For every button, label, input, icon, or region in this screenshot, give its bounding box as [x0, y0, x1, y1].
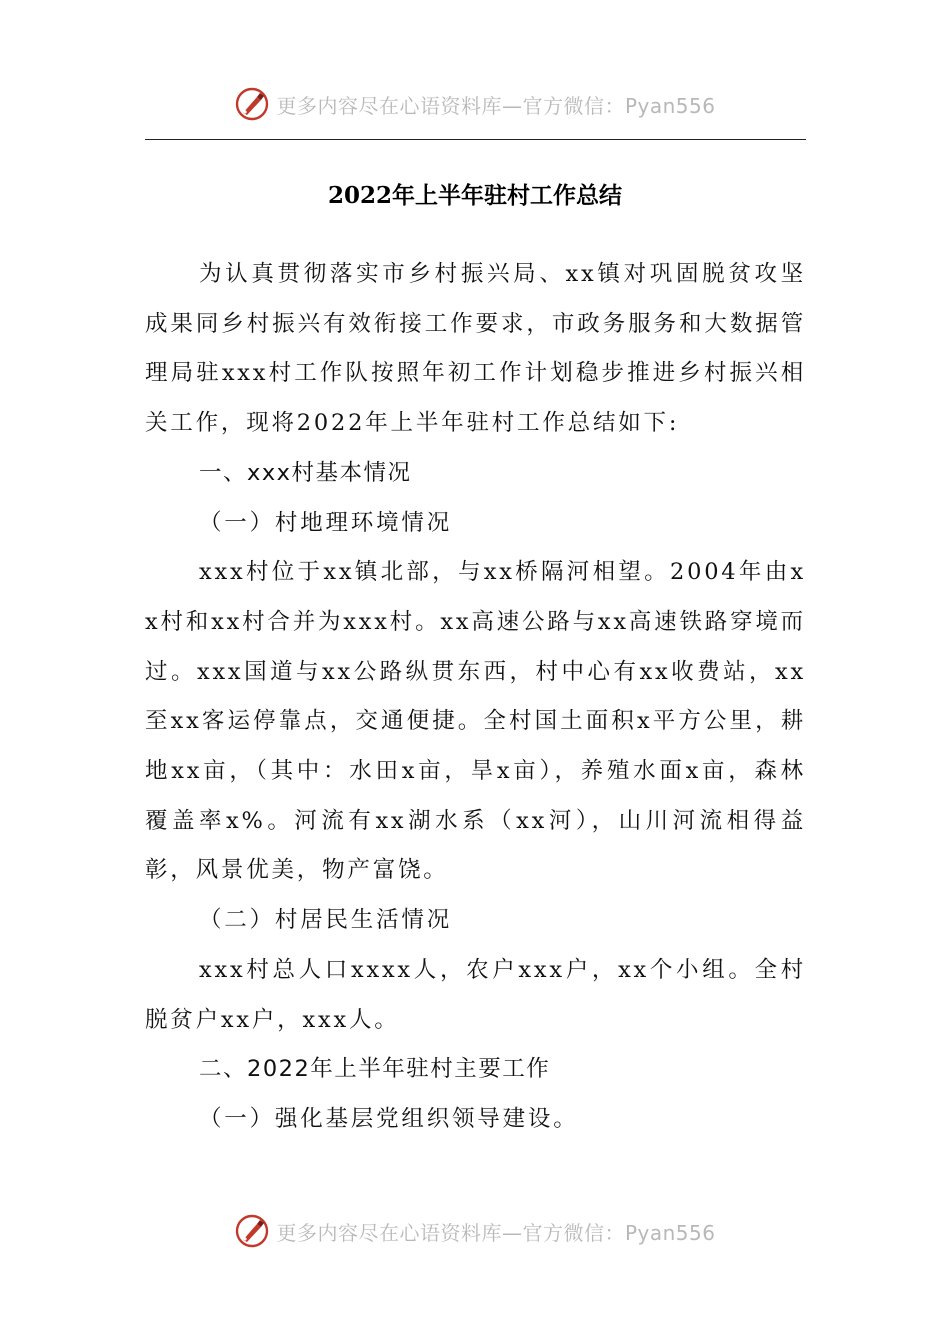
- intro-paragraph: 为认真贯彻落实市乡村振兴局、xx镇对巩固脱贫攻坚成果同乡村振兴有效衔接工作要求，市政务服务和大数据管理局驻xxx村工作队按照年初工作计划稳步推进乡村振兴相关工作，现将2022年上半年驻村工作总结如下:: [145, 261, 806, 437]
- section-heading-2: 二、2022年上半年驻村主要工作: [199, 1056, 551, 1083]
- residents-paragraph: xxx村总人口xxxx人，农户xxx户，xx个小组。全村脱贫户xx户，xxx人。: [145, 956, 806, 1033]
- watermark-text: 更多内容尽在心语资料库—官方微信：Pyan556: [276, 1220, 716, 1245]
- subsection-heading-1-1: （一）村地理环境情况: [199, 509, 453, 536]
- pen-circle-logo-icon: [234, 1213, 270, 1249]
- watermark-text: 更多内容尽在心语资料库—官方微信：Pyan556: [276, 93, 716, 118]
- header-divider: [145, 139, 806, 140]
- subsection-heading-2-1: （一）强化基层党组织领导建设。: [199, 1105, 579, 1132]
- document-title: 2022年上半年驻村工作总结: [327, 182, 622, 209]
- footer-watermark: [0, 1211, 950, 1251]
- section-heading-1: 一、xxx村基本情况: [199, 459, 412, 486]
- subsection-heading-1-2: （二）村居民生活情况: [199, 907, 453, 934]
- pen-circle-logo-icon: [234, 86, 270, 122]
- header-watermark: [0, 84, 950, 124]
- document-body: [145, 250, 806, 1145]
- geography-paragraph: xxx村位于xx镇北部，与xx桥隔河相望。2004年由xx村和xx村合并为xxx村。xx高速公路与xx高速铁路穿境而过。xxx国道与xx公路纵贯东西，村中心有xx收费站，xx至xx客运停靠点，交通便捷。全村国土面积x平方公里，耕地xx亩，（其中：水田x亩，旱x亩），养殖水面x亩，森林覆盖率x%。河流有xx湖水系（xx河），山川河流相得益彰，风景优美，物产富饶。: [145, 559, 806, 884]
